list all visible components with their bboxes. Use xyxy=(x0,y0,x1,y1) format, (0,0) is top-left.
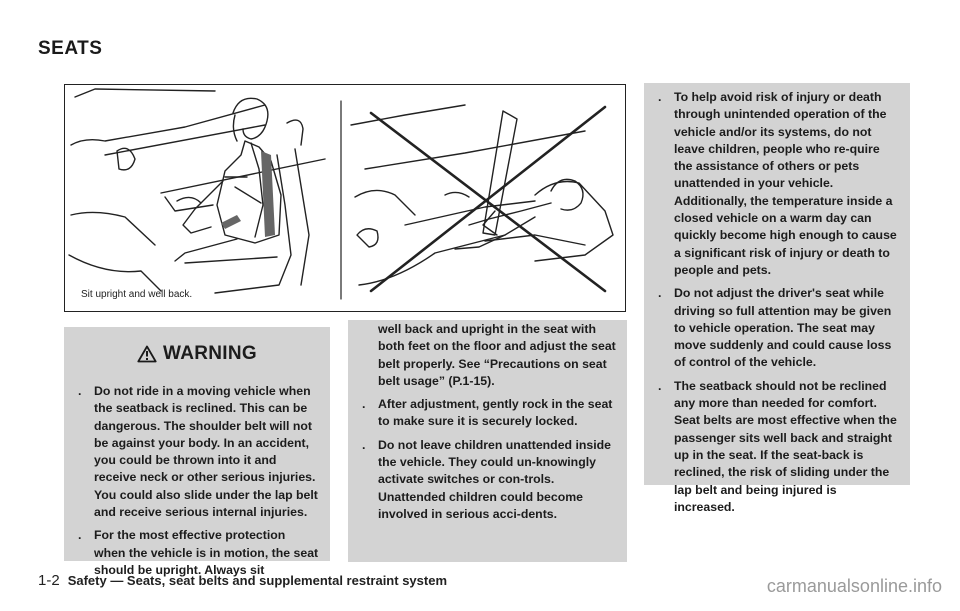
bullet: . xyxy=(78,528,82,543)
list-item xyxy=(348,396,627,431)
figure-caption: Sit upright and well back. xyxy=(81,289,193,300)
bullet: . xyxy=(658,90,662,104)
seating-position-drawing xyxy=(65,85,627,313)
list-item-text: Do not adjust the driver's seat while driving so full attention may be given to vehicle operation. The seat may move suddenly and could cause loss of control of the vehicle. xyxy=(674,286,892,370)
list-item xyxy=(644,89,910,279)
page-footer xyxy=(38,572,447,589)
list-item-text: To help avoid risk of injury or death through unintended operation of the vehicle and/or its systems, do not leave children, people who re-quire the assistance of others or pets unattended in your vehicle. Additionally, the temperature inside a closed vehicle on a warm day can quickly become high enough to cause a significant risk of injury or death to people and pets. xyxy=(674,90,897,277)
bullet: . xyxy=(78,384,82,398)
seat-illustration xyxy=(64,84,626,312)
list-item xyxy=(64,383,330,521)
page-number: 1-2 xyxy=(38,572,60,589)
continued-text: well back and upright in the seat with both feet on the floor and adjust the seat belt properly. See “Precautions on seat belt usage” (P.1-15). xyxy=(378,322,616,388)
list-item-text: The seatback should not be reclined any more than needed for comfort. Seat belts are most effective when the passenger sits well back and straight up in the seat. If the seat-back is reclined, the risk of sliding under the lap belt and being injured is increased. xyxy=(674,378,897,514)
list-item-text: For the most effective protection when the vehicle is in motion, the seat should be upright. Always sit xyxy=(94,528,319,577)
list-item xyxy=(644,378,910,516)
list-item-text: Do not ride in a moving vehicle when the seatback is reclined. This can be dangerous. The shoulder belt will not be against your body. In an accident, you could be thrown into it and receive neck or other serious injuries. You could also slide under the lap belt and receive serious internal injuries. xyxy=(94,384,318,520)
list-item xyxy=(644,285,910,371)
warning-box-column-1 xyxy=(64,327,330,577)
footer-title: Safety — Seats, seat belts and supplemental restraint system xyxy=(67,573,447,588)
warning-triangle-icon xyxy=(137,345,157,363)
section-title: SEATS xyxy=(38,38,103,59)
warning-box-column-3 xyxy=(644,83,910,514)
bullet: . xyxy=(362,437,366,452)
bullet: . xyxy=(658,286,662,301)
warning-heading xyxy=(64,339,330,369)
bullet: . xyxy=(658,378,662,393)
watermark: carmanualsonline.info xyxy=(766,576,942,596)
bullet: . xyxy=(362,397,366,412)
list-item-text: After adjustment, gently rock in the seat to make sure it is securely locked. xyxy=(378,397,613,429)
list-item-text: Do not leave children unattended inside the vehicle. They could un-knowingly activate switches or con-trols. Unattended children could become involved in serious acci-dents. xyxy=(378,437,611,521)
warning-box-column-2 xyxy=(348,320,627,562)
list-item xyxy=(348,437,627,523)
warning-title: WARNING xyxy=(163,343,257,365)
